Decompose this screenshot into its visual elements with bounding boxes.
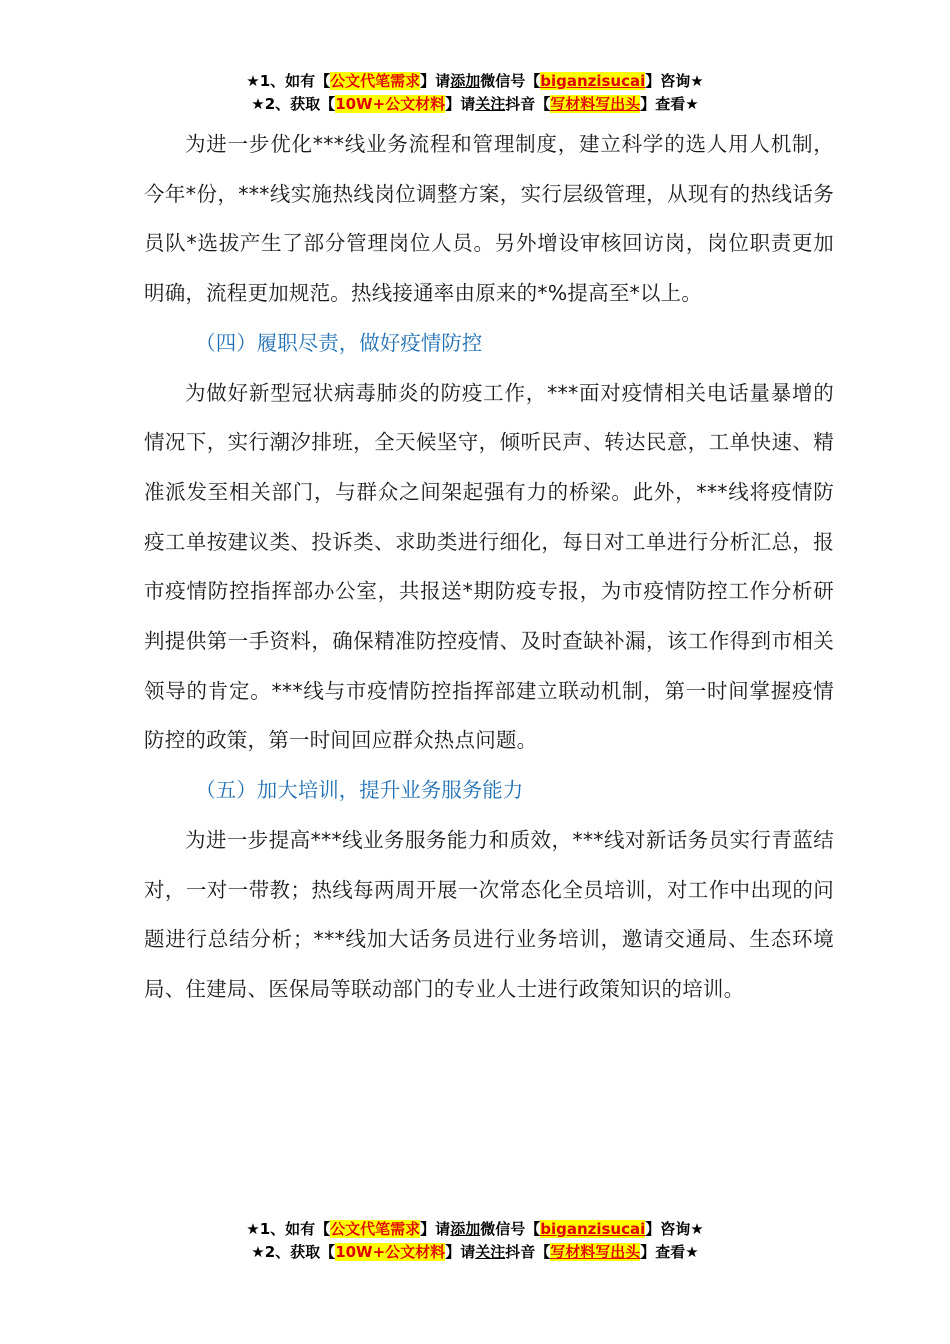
promo-highlight: 10W+公文材料 [335, 95, 446, 113]
paragraph-3: 为进一步提高***线业务服务能力和质效，***线对新话务员实行青蓝结对，一对一带教；热线每两周开展一次常态化全员培训，对工作中出现的问题进行总结分析；***线加大话务员进行业务培训，邀请交通局、生态环境局、住建局、医保局等联动部门的专业人士进行政策知识的培训。 [144, 827, 834, 1001]
promo-text: 】请 [420, 1220, 451, 1238]
promo-text: ★2、获取【 [251, 1243, 336, 1261]
promo-highlight: 10W+公文材料 [335, 1243, 446, 1261]
promo-text: 】请 [420, 72, 451, 90]
promo-text: 】咨询★ [645, 72, 704, 90]
promo-emphasis: 关注 [475, 1243, 506, 1261]
promo-highlight: 公文代笔需求 [330, 1220, 421, 1238]
promo-text: 抖音【 [505, 95, 551, 113]
document-body [144, 120, 834, 1015]
promo-text: 】查看★ [640, 95, 699, 113]
promo-text: 微信号【 [480, 1220, 541, 1238]
promo-text: ★2、获取【 [251, 95, 336, 113]
promo-highlight: 公文代笔需求 [330, 72, 421, 90]
paragraph-2: 为做好新型冠状病毒肺炎的防疫工作，***面对疫情相关电话量暴增的情况下，实行潮汐排班，全天候坚守，倾听民声、转达民意，工单快速、精准派发至相关部门，与群众之间架起强有力的桥梁。此外，***线将疫情防疫工单按建议类、投诉类、求助类进行细化，每日对工单进行分析汇总，报市疫情防控指挥部办公室，共报送*期防疫专报，为市疫情防控工作分析研判提供第一手资料，确保精准防控疫情、及时查缺补漏，该工作得到市相关领导的肯定。***线与市疫情防控指挥部建立联动机制，第一时间掌握疫情防控的政策，第一时间回应群众热点问题。 [144, 380, 834, 753]
promo-text: 】请 [445, 1243, 476, 1261]
wechat-id-highlight: biganzisucai [540, 1220, 646, 1238]
promo-text: ★1、如有【 [246, 72, 331, 90]
promo-emphasis: 关注 [475, 95, 506, 113]
section-heading-5: （五）加大培训，提升业务服务能力 [195, 778, 524, 803]
promo-text: 】请 [445, 95, 476, 113]
douyin-id-highlight: 写材料写出头 [550, 1243, 641, 1261]
promo-text: ★1、如有【 [246, 1220, 331, 1238]
paragraph-1: 为进一步优化***线业务流程和管理制度，建立科学的选人用人机制，今年*份，***线实施热线岗位调整方案，实行层级管理，从现有的热线话务员队*选拔产生了部分管理岗位人员。另外增设审核回访岗，岗位职责更加明确，流程更加规范。热线接通率由原来的*%提高至*以上。 [144, 132, 834, 306]
promo-emphasis: 添加 [450, 1220, 481, 1238]
bottom-promo-banner [0, 1218, 950, 1264]
wechat-id-highlight: biganzisucai [540, 72, 646, 90]
promo-line-1 [0, 1218, 950, 1241]
promo-emphasis: 添加 [450, 72, 481, 90]
promo-line-1 [0, 70, 950, 93]
promo-line-2 [0, 1241, 950, 1264]
douyin-id-highlight: 写材料写出头 [550, 95, 641, 113]
section-heading-4: （四）履职尽责，做好疫情防控 [195, 330, 483, 355]
promo-line-2 [0, 93, 950, 116]
top-promo-banner [0, 70, 950, 116]
promo-text: 抖音【 [505, 1243, 551, 1261]
promo-text: 】查看★ [640, 1243, 699, 1261]
promo-text: 微信号【 [480, 72, 541, 90]
promo-text: 】咨询★ [645, 1220, 704, 1238]
